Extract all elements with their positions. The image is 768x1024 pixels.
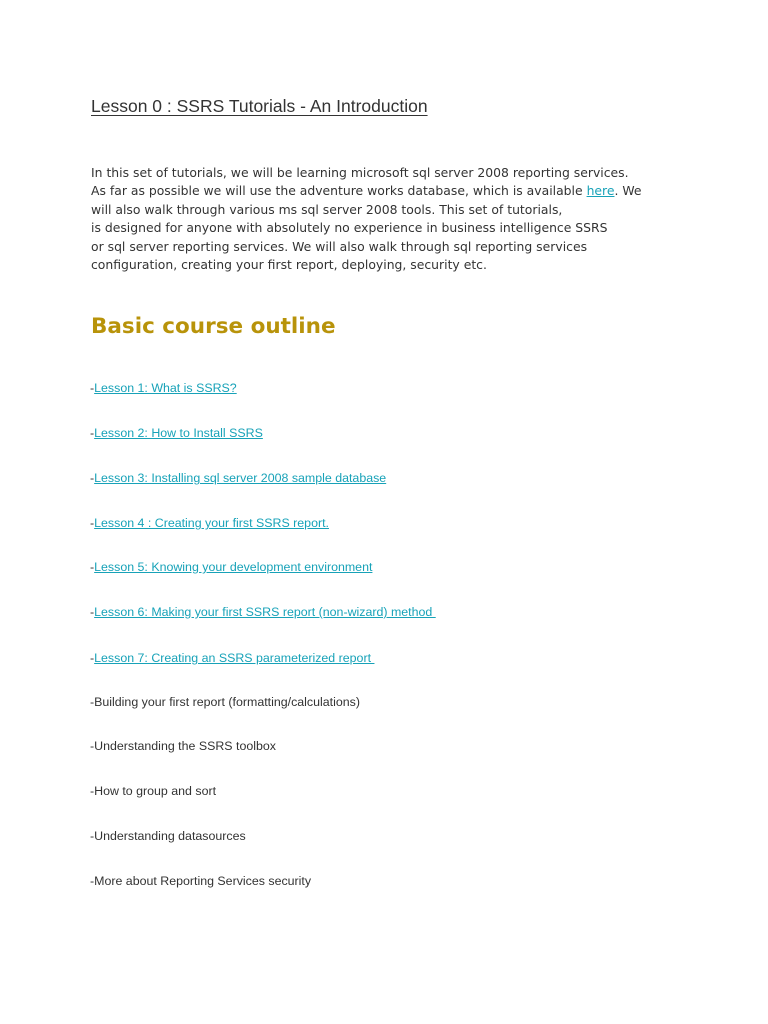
lesson-5-link[interactable]: Lesson 5: Knowing your development environment bbox=[94, 560, 373, 574]
intro-line bbox=[91, 182, 711, 200]
outline-topic: -More about Reporting Services security bbox=[90, 874, 312, 888]
section-heading: Basic course outline bbox=[91, 314, 336, 339]
outline-item-lesson-5 bbox=[90, 559, 372, 575]
outline-item-lesson-1 bbox=[90, 380, 237, 396]
lesson-2-link[interactable]: Lesson 2: How to Install SSRS bbox=[94, 426, 263, 440]
lesson-4-link[interactable]: Lesson 4 : Creating your first SSRS report. bbox=[94, 516, 329, 530]
outline-item-lesson-7 bbox=[90, 650, 374, 666]
intro-line-text: As far as possible we will use the adventure works database, which is available bbox=[91, 183, 587, 199]
dash: - bbox=[90, 651, 95, 665]
outline-item-lesson-4 bbox=[90, 515, 329, 531]
lesson-3-link[interactable]: Lesson 3: Installing sql server 2008 sample database bbox=[94, 471, 387, 485]
dash: - bbox=[90, 426, 95, 440]
page-title: Lesson 0 : SSRS Tutorials - An Introduction bbox=[91, 96, 428, 116]
intro-paragraph bbox=[91, 164, 711, 274]
outline-item-lesson-2 bbox=[90, 425, 263, 441]
outline-topic: -Understanding the SSRS toolbox bbox=[90, 739, 276, 753]
dash: - bbox=[90, 471, 95, 485]
outline-item-lesson-3 bbox=[90, 470, 386, 486]
outline-topic: -Understanding datasources bbox=[90, 829, 246, 843]
outline-item-lesson-6 bbox=[90, 604, 436, 620]
dash: - bbox=[90, 560, 95, 574]
intro-line: is designed for anyone with absolutely no experience in business intelligence SSRS bbox=[91, 220, 608, 236]
here-link[interactable]: here bbox=[586, 183, 615, 199]
dash: - bbox=[90, 381, 95, 395]
outline-topic: -How to group and sort bbox=[90, 784, 217, 798]
intro-line: or sql server reporting services. We will also walk through sql reporting services bbox=[91, 238, 588, 254]
intro-line: configuration, creating your first report, deploying, security etc. bbox=[91, 257, 487, 273]
intro-line: In this set of tutorials, we will be learning microsoft sql server 2008 reporting services. bbox=[91, 165, 629, 180]
dash: - bbox=[90, 605, 95, 619]
intro-line-tail: . We bbox=[614, 183, 642, 199]
intro-line: will also walk through various ms sql server 2008 tools. This set of tutorials, bbox=[91, 201, 563, 217]
dash: - bbox=[90, 516, 95, 530]
lesson-6-link[interactable]: Lesson 6: Making your first SSRS report (non-wizard) method bbox=[94, 605, 436, 619]
lesson-1-link[interactable]: Lesson 1: What is SSRS? bbox=[94, 381, 237, 395]
outline-topic: -Building your first report (formatting/calculations) bbox=[90, 695, 360, 709]
lesson-7-link[interactable]: Lesson 7: Creating an SSRS parameterized report bbox=[94, 651, 375, 665]
